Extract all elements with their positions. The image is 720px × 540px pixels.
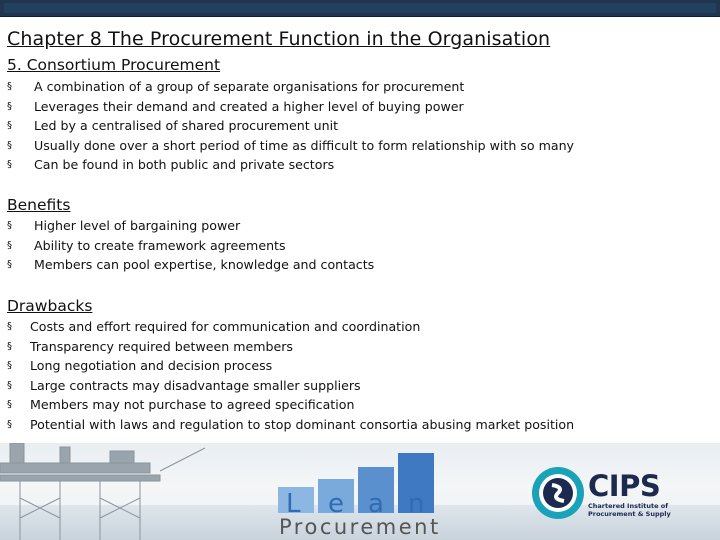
bullet-icon: §: [7, 418, 12, 430]
procurement-word: Procurement: [279, 515, 441, 539]
lean-letter: L: [286, 489, 301, 519]
cips-logo: [530, 465, 690, 525]
bullet-icon: §: [7, 360, 12, 371]
bullet-icon: §: [7, 139, 12, 151]
list-item-text: Large contracts may disadvantage smaller suppliers: [30, 377, 361, 393]
cips-name: CIPS: [588, 469, 661, 503]
footer-banner: [0, 443, 720, 540]
bullet-icon: §: [7, 120, 12, 131]
list-item-text: A combination of a group of separate organisations for procurement: [34, 79, 465, 94]
bullet-icon: §: [7, 239, 12, 251]
list-item-text: Potential with laws and regulation to stop dominant consortia abusing market position: [30, 416, 575, 432]
cips-emblem-icon: [530, 465, 586, 521]
cips-subtitle-line: Chartered Institute of: [588, 502, 669, 510]
top-bar-inner: [4, 3, 716, 13]
bullet-icon: §: [7, 81, 12, 92]
benefits-heading: Benefits: [7, 196, 71, 214]
list-item-text: Higher level of bargaining power: [34, 218, 241, 233]
list-item-text: Led by a centralised of shared procurement unit: [34, 118, 339, 133]
top-bar: [0, 0, 720, 17]
section-heading: 5. Consortium Procurement: [7, 56, 221, 74]
list-item-text: Members can pool expertise, knowledge and contacts: [34, 257, 375, 272]
bullet-icon: §: [7, 259, 12, 270]
list-item-text: Usually done over a short period of time as difficult to form relationship with so many: [34, 137, 575, 153]
slide-title: Chapter 8 The Procurement Function in the Organisation: [7, 28, 551, 50]
list-item-text: Can be found in both public and private sectors: [34, 157, 335, 172]
bullet-icon: §: [7, 321, 12, 332]
bullet-icon: §: [7, 379, 12, 391]
drawbacks-heading: Drawbacks: [7, 297, 93, 315]
lean-word: [276, 490, 446, 518]
cips-subtitle: [588, 502, 671, 518]
lean-letter: a: [368, 489, 384, 519]
bullet-icon: §: [7, 399, 12, 410]
list-item-text: Costs and effort required for communication and coordination: [30, 319, 421, 334]
list-item-text: Ability to create framework agreements: [34, 237, 286, 253]
cips-subtitle-line: Procurement & Supply: [588, 510, 671, 518]
lean-letter: n: [408, 489, 425, 519]
lean-letter: e: [328, 489, 344, 519]
list-item-text: Transparency required between members: [30, 338, 293, 354]
bullet-icon: §: [7, 220, 12, 231]
bullet-icon: §: [7, 100, 12, 112]
lean-procurement-logo: [276, 453, 446, 540]
list-item-text: Members may not purchase to agreed specification: [30, 397, 355, 412]
list-item-text: Long negotiation and decision process: [30, 358, 273, 373]
bullet-icon: §: [7, 159, 12, 170]
list-item-text: Leverages their demand and created a higher level of buying power: [34, 98, 464, 114]
bullet-icon: §: [7, 340, 12, 352]
